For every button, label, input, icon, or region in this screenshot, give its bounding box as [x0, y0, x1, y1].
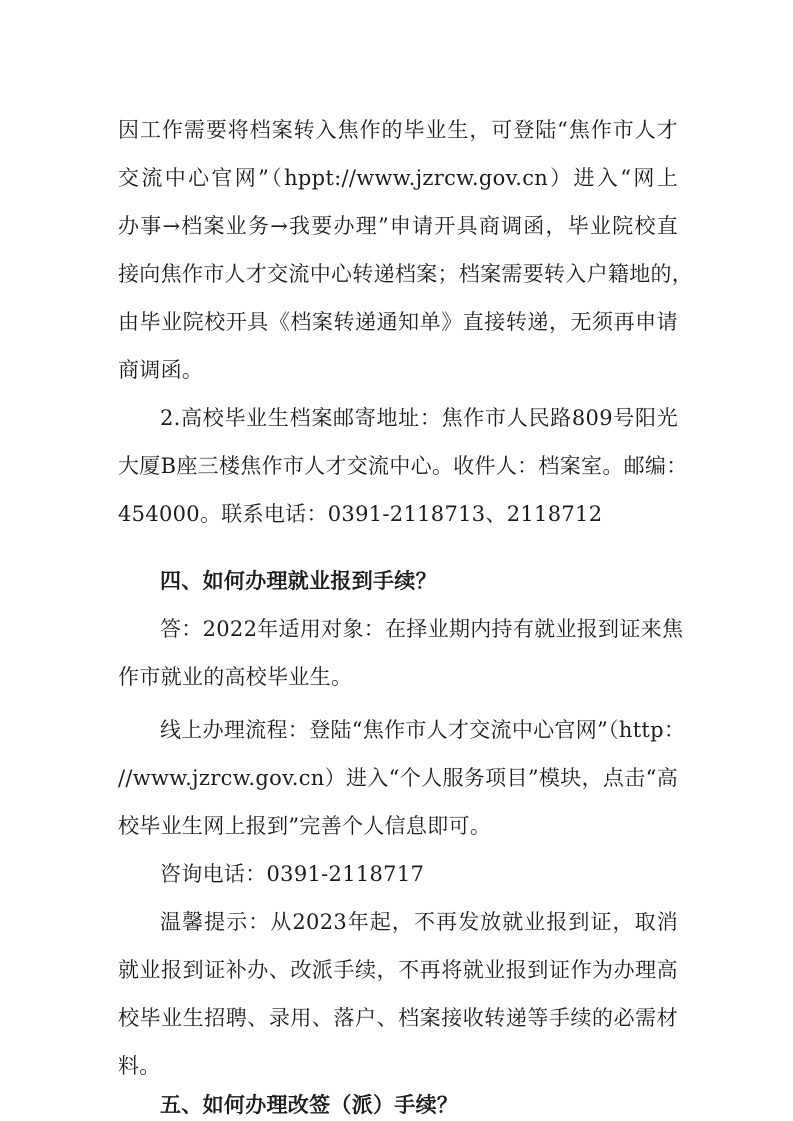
paragraph-line: 大厦B座三楼焦作市人才交流中心。收件人：档案室。邮编： [118, 454, 688, 478]
paragraph-line: 线上办理流程：登陆“焦作市人才交流中心官网”（http： [160, 718, 686, 742]
paragraph-line: 商调函。 [118, 358, 204, 382]
paragraph-line: 办事→档案业务→我要办理”申请开具商调函，毕业院校直 [118, 214, 678, 238]
paragraph-line: 454000。联系电话：0391-2118713、2118712 [118, 502, 603, 526]
paragraph-line: 温馨提示：从2023年起，不再发放就业报到证，取消 [160, 910, 678, 934]
paragraph-line: //www.jzrcw.gov.cn）进入“个人服务项目”模块，点击“高 [118, 766, 678, 790]
paragraph-line: 咨询电话：0391-2118717 [160, 862, 425, 886]
paragraph-line: 因工作需要将档案转入焦作的毕业生，可登陆“焦作市人才 [118, 118, 678, 142]
paragraph-line: 料。 [118, 1054, 161, 1078]
paragraph-line: 由毕业院校开具《档案转递通知单》直接转递，无须再申请 [118, 310, 678, 334]
section-heading: 五、如何办理改签（派）手续？ [160, 1092, 459, 1117]
paragraph-line: 校毕业生招聘、录用、落户、档案接收转递等手续的必需材 [118, 1006, 678, 1030]
paragraph-line: 校毕业生网上报到”完善个人信息即可。 [118, 814, 492, 838]
paragraph-line: 接向焦作市人才交流中心转递档案；档案需要转入户籍地的， [118, 262, 694, 286]
paragraph-line: 答：2022年适用对象：在择业期内持有就业报到证来焦 [160, 617, 684, 641]
paragraph-line: 2.高校毕业生档案邮寄地址：焦作市人民路809号阳光 [160, 406, 678, 430]
section-heading: 四、如何办理就业报到手续？ [160, 568, 437, 593]
paragraph-line: 就业报到证补办、改派手续，不再将就业报到证作为办理高 [118, 958, 678, 982]
paragraph-line: 作市就业的高校毕业生。 [118, 665, 353, 689]
paragraph-line: 交流中心官网”（hppt://www.jzrcw.gov.cn）进入“网上 [118, 166, 678, 190]
